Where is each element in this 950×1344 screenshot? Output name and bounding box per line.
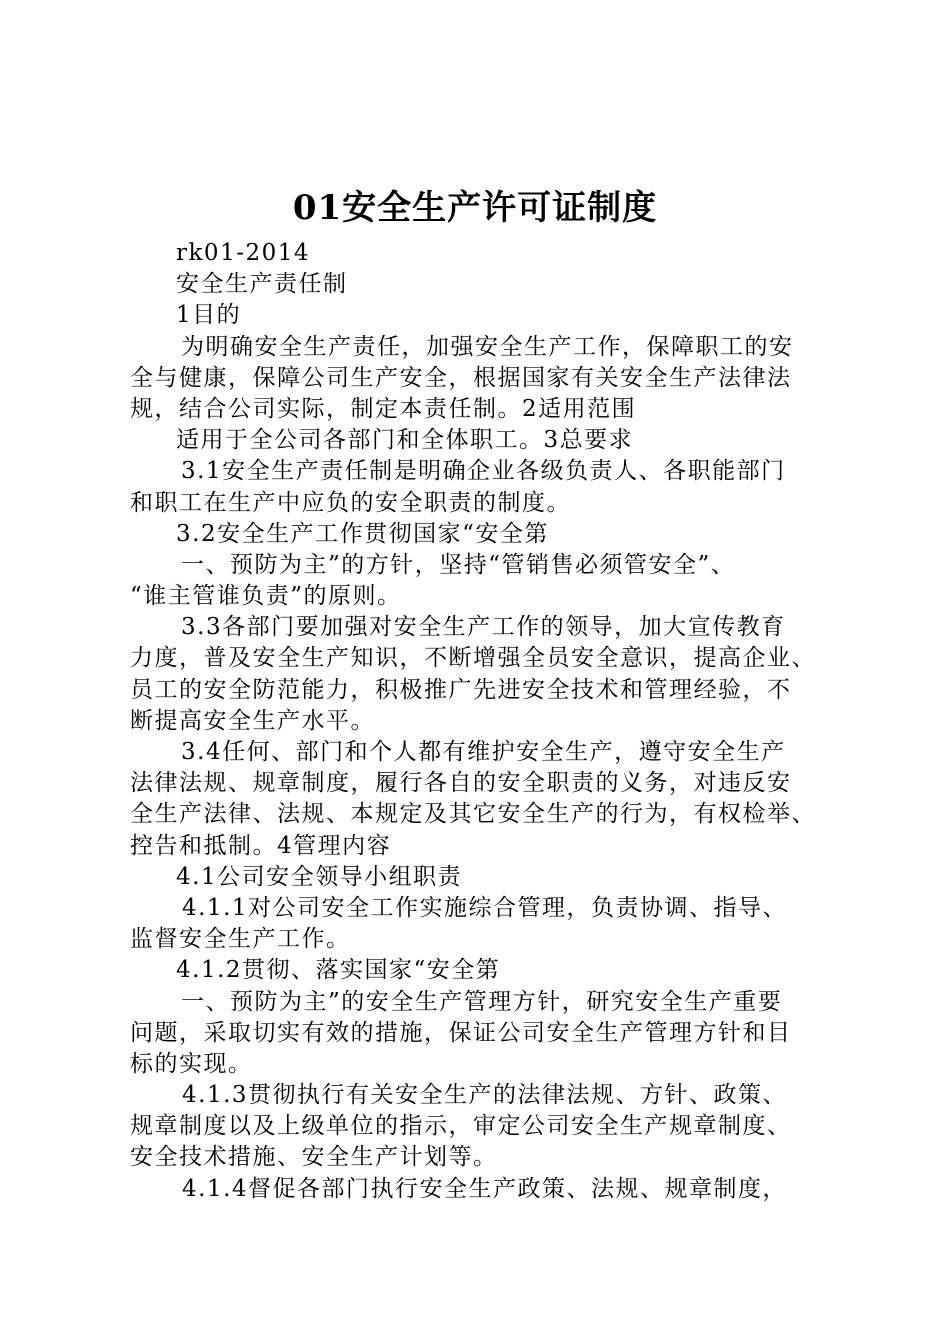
paragraph-line: 4.1.1对公司安全工作实施综合管理，负责协调、指导、	[182, 894, 788, 921]
paragraph-line: “谁主管谁负责”的原则。	[130, 583, 402, 610]
paragraph-line: 员工的安全防范能力，积极推广先进安全技术和管理经验，不	[130, 676, 792, 703]
paragraph-line: 3.3各部门要加强对安全生产工作的领导，加大宣传教育	[181, 614, 786, 641]
paragraph-line: 控告和抵制。4管理内容	[130, 832, 392, 859]
paragraph-line: 3.2安全生产工作贯彻国家“安全第	[176, 520, 549, 547]
paragraph-line: 标的实现。	[130, 1050, 253, 1077]
paragraph-line: 全生产法律、法规、本规定及其它安全生产的行为，有权检举、	[130, 801, 816, 828]
paragraph-line: 全与健康，保障公司生产安全，根据国家有关安全生产法律法	[130, 364, 792, 391]
document-body	[130, 238, 830, 1205]
paragraph-line: 问题，采取切实有效的措施，保证公司安全生产管理方针和目	[130, 1019, 792, 1046]
paragraph-line: 安全技术措施、安全生产计划等。	[130, 1144, 498, 1171]
paragraph-line: 规，结合公司实际，制定本责任制。2适用范围	[130, 395, 637, 422]
paragraph-line: 3.1安全生产责任制是明确企业各级负责人、各职能部门	[181, 458, 786, 485]
paragraph-line: 3.4任何、部门和个人都有维护安全生产，遵守安全生产	[181, 739, 786, 765]
document-title: 01安全生产许可证制度	[292, 188, 658, 228]
section-heading: 1目的	[176, 302, 242, 329]
paragraph-line: 监督安全生产工作。	[130, 926, 351, 953]
paragraph-line: 一、预防为主”的安全生产管理方针，研究安全生产重要	[181, 988, 783, 1015]
paragraph-line: 一、预防为主”的方针，坚持“管销售必须管安全”、	[181, 551, 736, 578]
paragraph-line: 适用于全公司各部门和全体职工。3总要求	[176, 427, 634, 454]
paragraph-line: 为明确安全生产责任，加强安全生产工作，保障职工的安	[181, 333, 794, 360]
section-heading: 安全生产责任制	[176, 271, 348, 298]
doc-code: rk01-2014	[176, 240, 311, 266]
paragraph-line: 和职工在生产中应负的安全职责的制度。	[130, 489, 571, 516]
paragraph-line: 法律法规、规章制度，履行各自的安全职责的义务，对违反安	[130, 770, 792, 797]
paragraph-line: 4.1.4督促各部门执行安全生产政策、法规、规章制度，	[182, 1175, 788, 1202]
paragraph-line: 断提高安全生产水平。	[130, 707, 375, 734]
paragraph-line: 力度，普及安全生产知识，不断增强全员安全意识，提高企业、	[130, 645, 816, 672]
paragraph-line: 4.1.3贯彻执行有关安全生产的法律法规、方针、政策、	[182, 1082, 788, 1109]
paragraph-line: 4.1.2贯彻、落实国家“安全第	[176, 957, 501, 984]
paragraph-line: 4.1公司安全领导小组职责	[176, 863, 463, 890]
paragraph-line: 规章制度以及上级单位的指示，审定公司安全生产规章制度、	[130, 1113, 792, 1140]
